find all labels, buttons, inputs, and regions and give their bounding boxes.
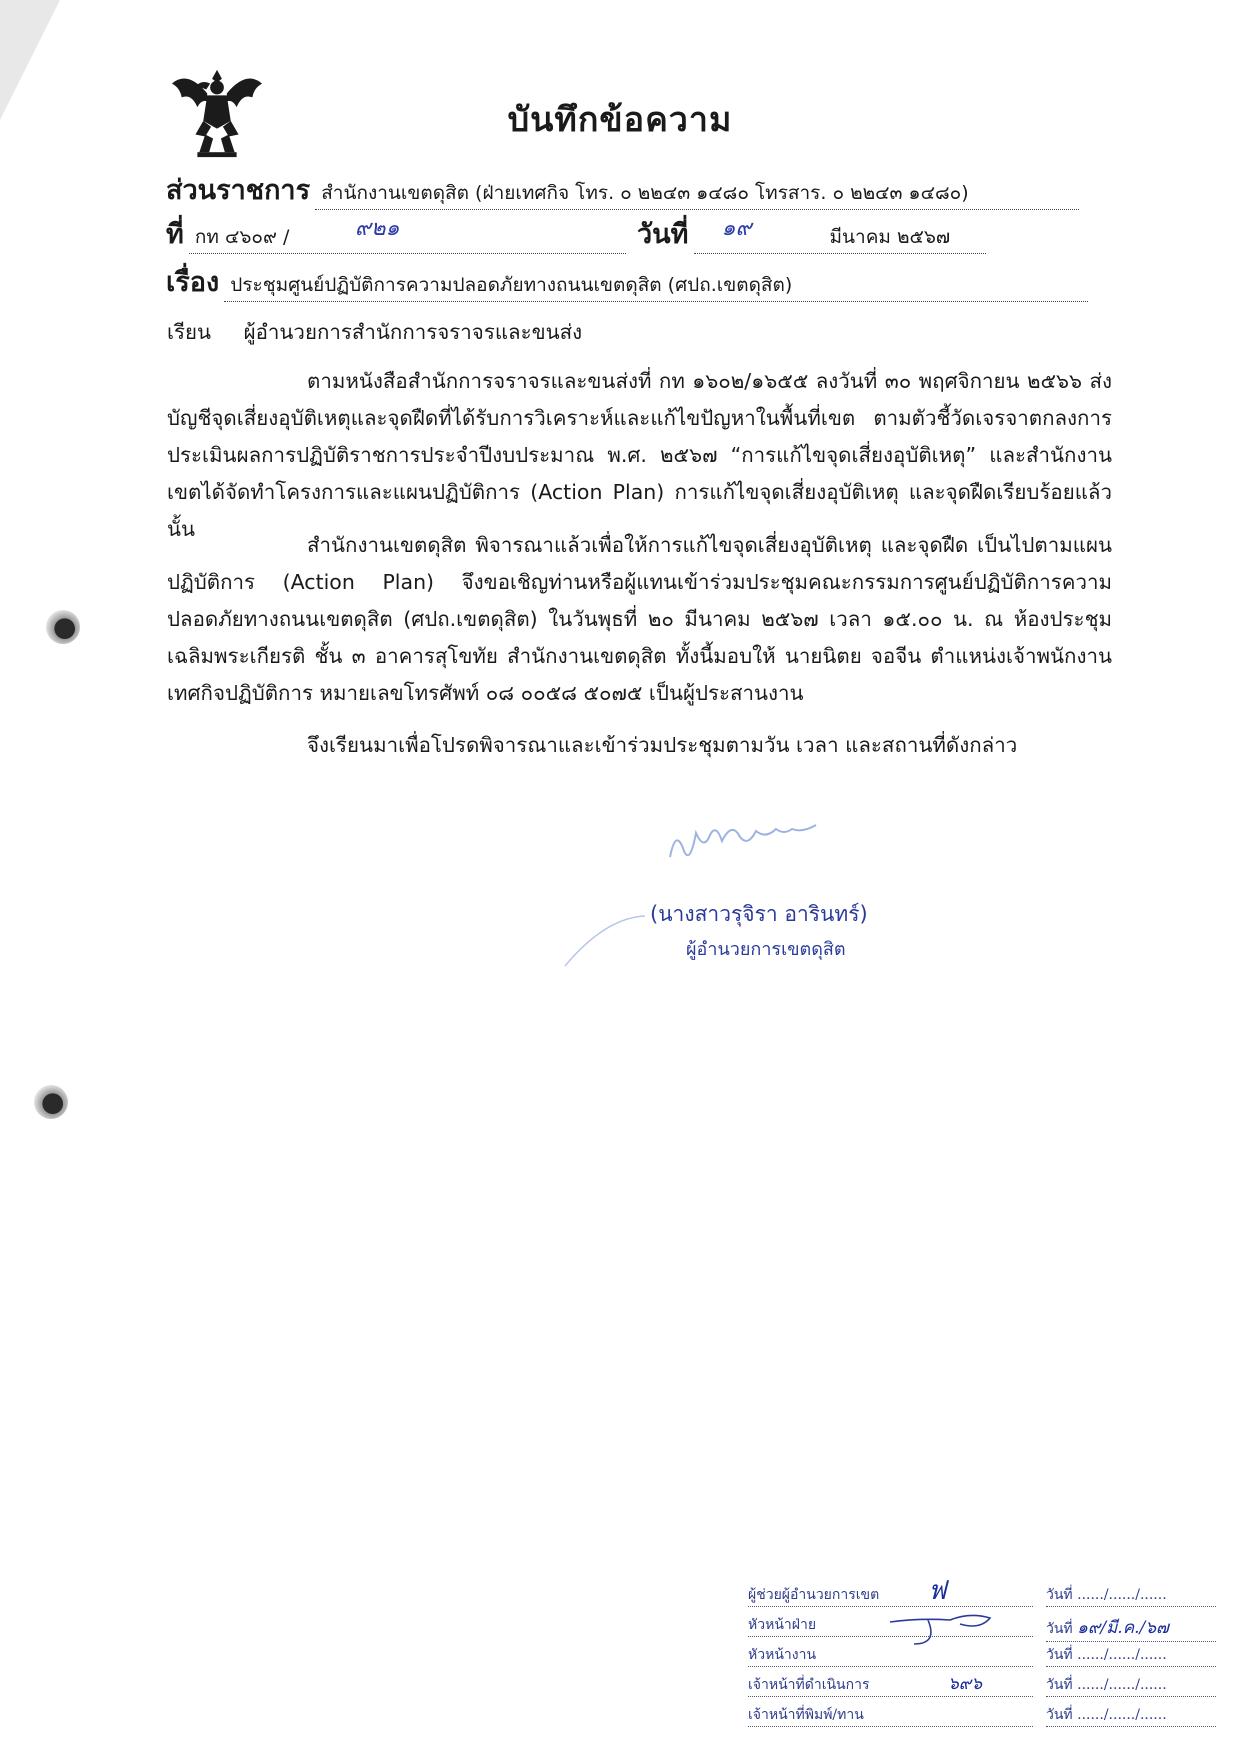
agency-row xyxy=(166,168,1079,211)
stamp-row-date: วันที่ ....../....../...... xyxy=(1046,1584,1216,1607)
stamp-row-label: เจ้าหน้าที่ดำเนินการ xyxy=(748,1674,1033,1697)
to-value: ผู้อำนวยการสำนักการจราจรและขนส่ง xyxy=(243,320,583,344)
to-label: เรียน xyxy=(167,320,212,344)
paragraph-3-text: จึงเรียนมาเพื่อโปรดพิจารณาและเข้าร่วมประชุมตามวัน เวลา และสถานที่ดังกล่าว xyxy=(307,733,1018,757)
paragraph-2 xyxy=(167,527,1112,712)
punch-hole xyxy=(34,1085,68,1119)
agency-label: ส่วนราชการ xyxy=(166,175,311,206)
ref-date-row xyxy=(166,212,986,255)
stamp-row-date: วันที่ ๑๙/มี.ค./๖๗ xyxy=(1046,1614,1216,1642)
handwritten-signature xyxy=(660,812,880,872)
date-value: มีนาคม ๒๕๖๗ xyxy=(829,226,951,248)
punch-hole xyxy=(46,610,80,644)
date-field xyxy=(694,216,986,254)
ref-field xyxy=(189,216,626,254)
paragraph-2-text: สำนักงานเขตดุสิต พิจารณาแล้วเพื่อให้การแก้ไขจุดเสี่ยงอุบัติเหตุ และจุดฝืด เป็นไปตามแผนปฏิบัติการ (Action Plan) จึงขอเชิญท่านหรือผู้แทนเข้าร่วมประชุมคณะกรรมการศูนย์ปฏิบัติการความปลอดภัยทางถนนเขตดุสิต (ศปถ.เขตดุสิต) ในวันพุธที่ ๒๐ มีนาคม ๒๕๖๗ เวลา ๑๕.๐๐ น. ณ ห้องประชุมเฉลิมพระเกียรติ ชั้น ๓ อาคารสุโขทัย สำนักงานเขตดุสิต ทั้งนี้มอบให้ นายนิตย จอจีน ตำแหน่งเจ้าพนักงานเทศกิจปฏิบัติการ หมายเลขโทรศัพท์ ๐๘ ๐๐๕๘ ๕๐๗๕ เป็นผู้ประสานงาน xyxy=(167,533,1112,705)
stamp-row-label: เจ้าหน้าที่พิมพ์/ทาน xyxy=(748,1704,1033,1727)
stamp-row-date: วันที่ ....../....../...... xyxy=(1046,1674,1216,1697)
stamp-handwritten-note: ๖๙๖ xyxy=(948,1674,983,1694)
stamp-initial-mark: ฟ xyxy=(928,1576,947,1606)
stamp-row xyxy=(748,1698,1218,1728)
paragraph-1 xyxy=(167,363,1112,548)
ref-value: กท ๔๖๐๙ / xyxy=(194,226,290,248)
subject-label: เรื่อง xyxy=(166,267,220,298)
stamp-row-label: ผู้ช่วยผู้อำนวยการเขต xyxy=(748,1584,1033,1607)
to-row xyxy=(167,316,582,349)
stamp-row xyxy=(748,1668,1218,1698)
stamp-row-date: วันที่ ....../....../...... xyxy=(1046,1704,1216,1727)
paragraph-1-text: ตามหนังสือสำนักการจราจรและขนส่งที่ กท ๑๖๐๒/๑๖๕๕ ลงวันที่ ๓๐ พฤศจิกายน ๒๕๖๖ ส่งบัญชีจุดเสี่ยงอุบัติเหตุและจุดฝืดที่ได้รับการวิเคราะห์และแก้ไขปัญหาในพื้นที่เขต ตามตัวชี้วัดเจรจาตกลงการประเมินผลการปฏิบัติราชการประจำปีงบประมาณ พ.ศ. ๒๕๖๗ “การแก้ไขจุดเสี่ยงอุบัติเหตุ” และสำนักงานเขตได้จัดทำโครงการและแผนปฏิบัติการ (Action Plan) การแก้ไขจุดเสี่ยงอุบัติเหตุ และจุดฝืดเรียบร้อยแล้ว นั้น xyxy=(167,369,1112,541)
subject-row xyxy=(166,260,1088,303)
ref-handwritten-number: ๙๒๑ xyxy=(354,216,400,241)
agency-value: สำนักงานเขตดุสิต (ฝ่ายเทศกิจ โทร. ๐ ๒๒๔๓ ๑๔๘๐ โทรสาร. ๐ ๒๒๔๓ ๑๔๘๐) xyxy=(315,178,1079,210)
stamp-row-label: หัวหน้างาน xyxy=(748,1644,1033,1667)
paragraph-3 xyxy=(167,727,1112,764)
ref-label: ที่ xyxy=(166,219,184,250)
routing-stamp xyxy=(748,1578,1218,1728)
stamp-row xyxy=(748,1638,1218,1668)
date-handwritten-day: ๑๙ xyxy=(721,216,752,241)
signer-position: ผู้อำนวยการเขตดุสิต xyxy=(686,939,846,960)
stamp-row-date: วันที่ ....../....../...... xyxy=(1046,1644,1216,1667)
page-title: บันทึกข้อความ xyxy=(507,100,733,140)
stamp-row-label: หัวหน้าฝ่าย xyxy=(748,1614,1033,1637)
stamp-row xyxy=(748,1608,1218,1638)
signer-name: (นางสาวรุจิรา อารินทร์) xyxy=(650,902,868,926)
date-label: วันที่ xyxy=(637,219,689,250)
subject-value: ประชุมศูนย์ปฏิบัติการความปลอดภัยทางถนนเขตดุสิต (ศปถ.เขตดุสิต) xyxy=(224,270,1088,302)
signature-stroke xyxy=(560,912,650,972)
